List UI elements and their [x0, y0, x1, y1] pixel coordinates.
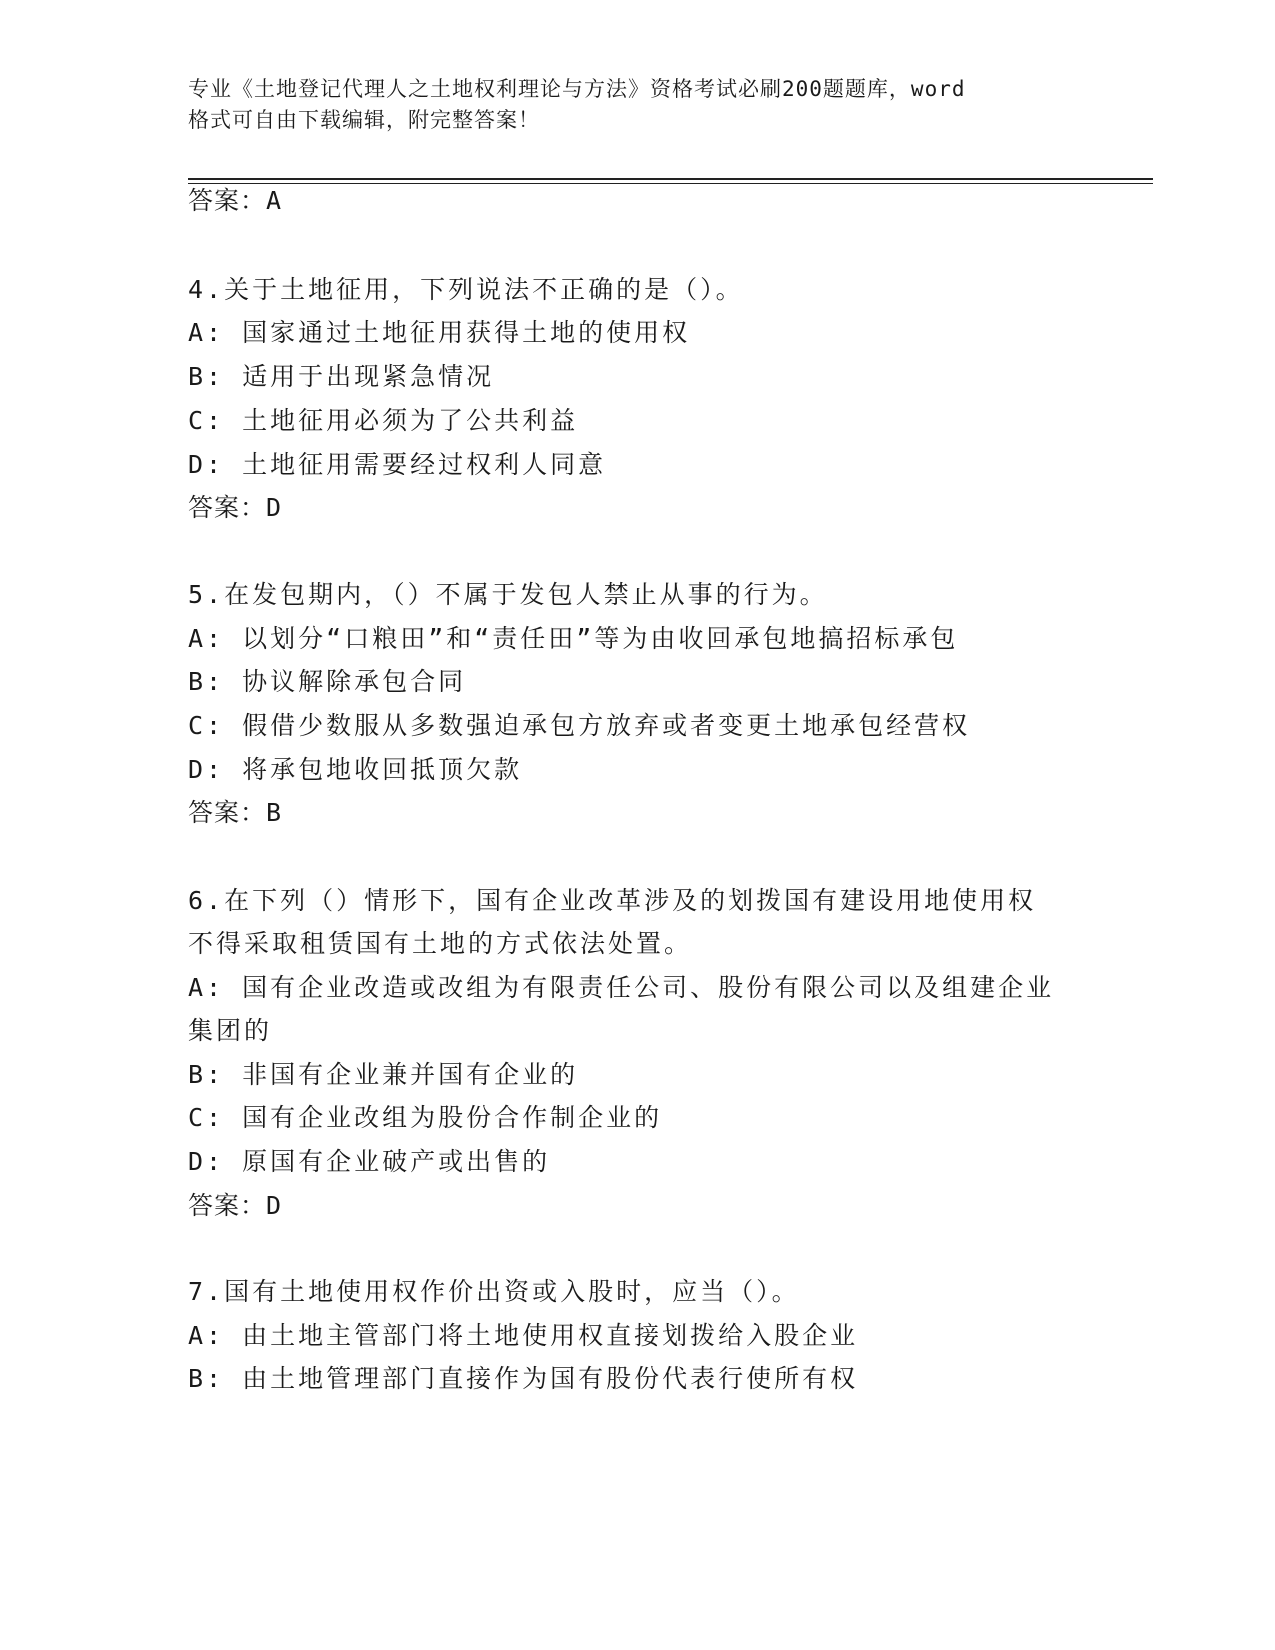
option-c: C: 土地征用必须为了公共利益 [188, 406, 579, 435]
option-d: D: 原国有企业破产或出售的 [188, 1147, 551, 1176]
previous-answer: 答案：A [188, 186, 283, 215]
option-a: A: 由土地主管部门将土地使用权直接划拨给入股企业 [188, 1321, 859, 1350]
question-stem: 6.在下列（）情形下，国有企业改革涉及的划拨国有建设用地使用权 [188, 886, 1037, 915]
option-d: D: 将承包地收回抵顶欠款 [188, 755, 523, 784]
header-line-1: 专业《土地登记代理人之土地权利理论与方法》资格考试必刷200题题库，word [188, 77, 966, 101]
answer: 答案：D [188, 1191, 283, 1220]
question-stem: 7.国有土地使用权作价出资或入股时，应当（）。 [188, 1277, 800, 1306]
header-divider-thick [188, 178, 1153, 180]
answer: 答案：B [188, 798, 283, 827]
option-d: D: 土地征用需要经过权利人同意 [188, 450, 607, 479]
option-a: A: 国家通过土地征用获得土地的使用权 [188, 318, 691, 347]
option-c: C: 国有企业改组为股份合作制企业的 [188, 1103, 663, 1132]
option-b: B: 协议解除承包合同 [188, 667, 467, 696]
answer: 答案：D [188, 493, 283, 522]
header-line-2: 格式可自由下载编辑，附完整答案！ [188, 108, 540, 132]
option-b: B: 非国有企业兼并国有企业的 [188, 1060, 579, 1089]
option-a: A: 以划分“口粮田”和“责任田”等为由收回承包地搞招标承包 [188, 624, 959, 653]
option-a-cont: 集团的 [188, 1016, 273, 1045]
option-c: C: 假借少数服从多数强迫承包方放弃或者变更土地承包经营权 [188, 711, 971, 740]
question-stem: 4.关于土地征用，下列说法不正确的是（）。 [188, 275, 744, 304]
question-stem: 5.在发包期内，（）不属于发包人禁止从事的行为。 [188, 580, 828, 609]
option-a: A: 国有企业改造或改组为有限责任公司、股份有限公司以及组建企业 [188, 973, 1055, 1002]
question-stem-cont: 不得采取租赁国有土地的方式依法处置。 [188, 929, 693, 958]
document-header [188, 74, 1068, 136]
option-b: B: 由土地管理部门直接作为国有股份代表行使所有权 [188, 1364, 859, 1393]
header-divider-thin [188, 183, 1153, 184]
option-b: B: 适用于出现紧急情况 [188, 362, 495, 391]
